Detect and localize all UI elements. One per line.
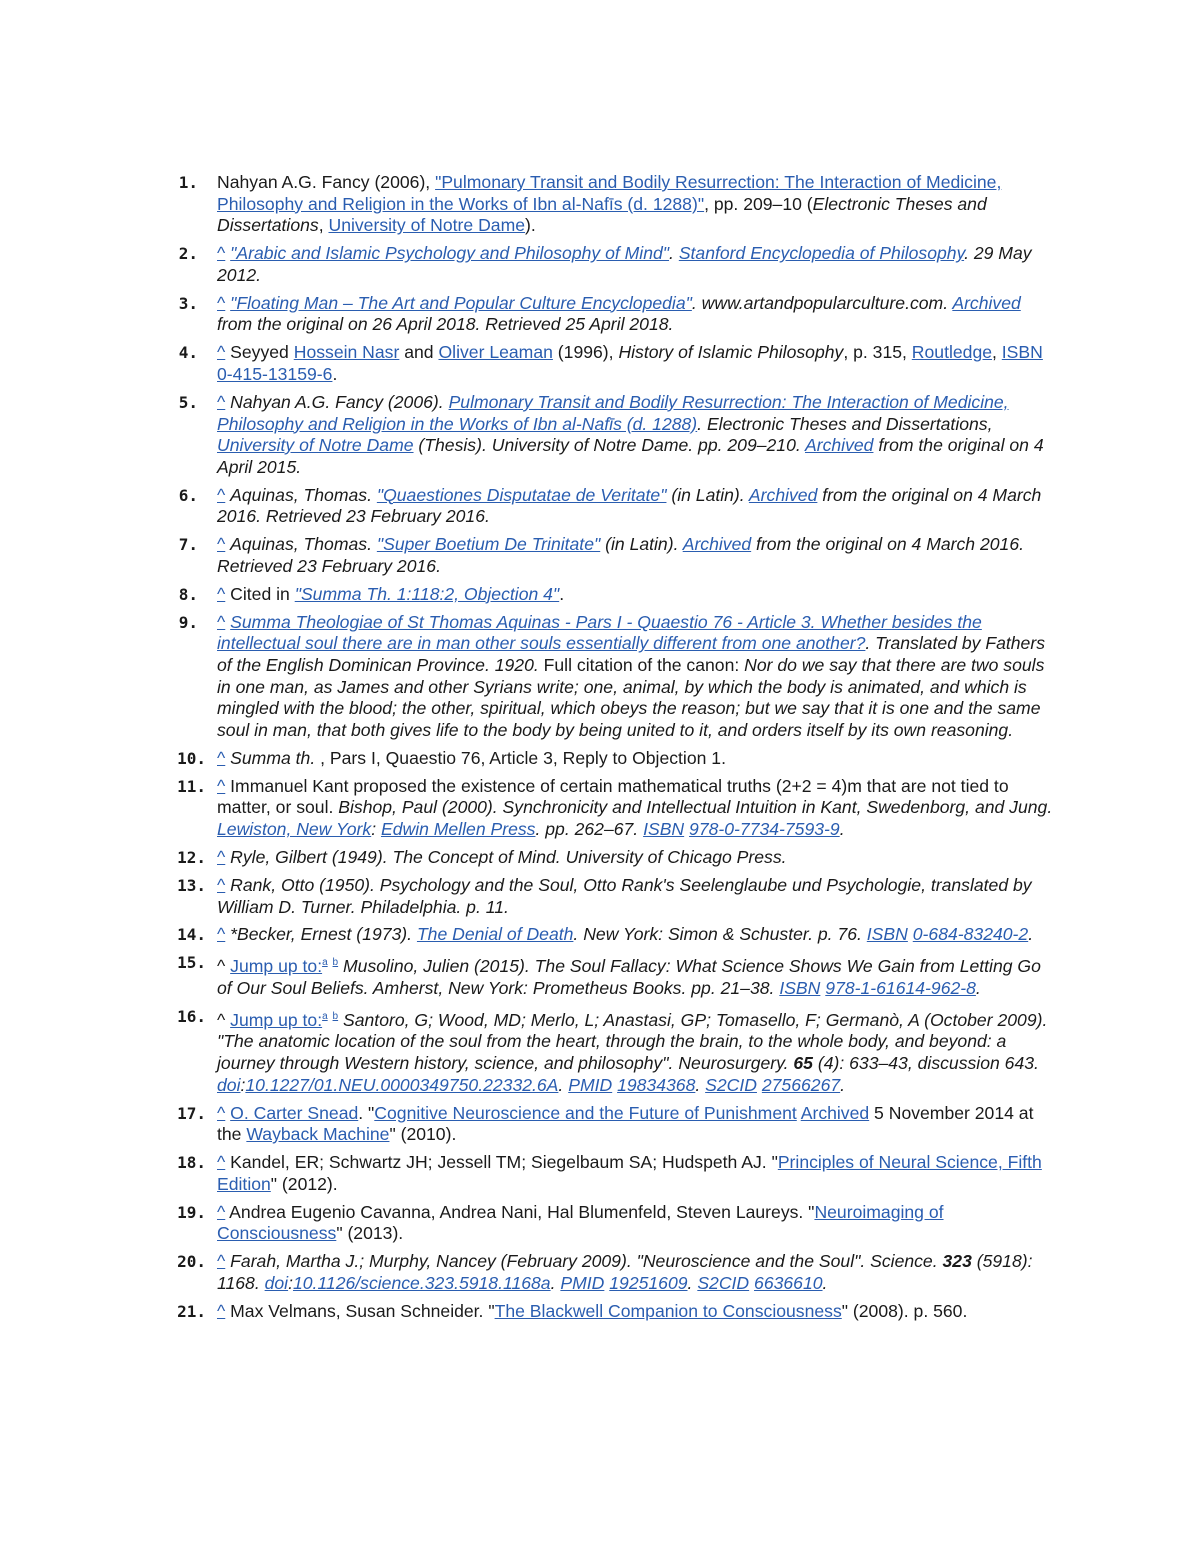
reference-text: . [1028,924,1034,945]
reference-number: 18. [177,1153,206,1173]
backlink-letter[interactable]: a [322,1010,328,1022]
reference-number: 6. [178,485,198,505]
reference-text: Cited in [225,583,295,604]
reference-number: 20. [177,1252,206,1272]
reference-number: 12. [177,847,206,867]
reference-link[interactable]: "Pulmonary Transit and Bodily Resurrection: The Interaction of Medicine, Philosophy and Religion in the Works of Ibn al-Nafīs (d. 1288)" [217,172,1002,214]
reference-text: 65 [793,1052,813,1073]
reference-text: Aquinas, Thomas. [230,534,377,555]
reference-text: . [558,1074,569,1095]
reference-text: ^ [217,1009,231,1030]
reference-item [0,1202,1200,1245]
reference-text: (in Latin). [600,534,683,555]
backlink-caret[interactable]: ^ [217,583,226,604]
reference-link[interactable]: 0-684-83240-2 [912,924,1029,945]
reference-text: *Becker, Ernest (1973). [230,924,417,945]
reference-text: Nor do we say that there are two souls in one man, as James and other Syrians write; one, animal, by which the body is animated, and which is mingled with the blood; the other, spiritual, which obeys the reason; but we say that it is one and the same soul in man, that both gives life to the body by being united to it, and orders itself by its own reasoning. [217,655,1045,740]
reference-text: " (2013). [336,1223,404,1244]
reference-text: ). [525,215,536,236]
reference-link[interactable]: Jump up to: [230,1009,323,1030]
reference-link[interactable]: 0-415-13159-6 [217,363,333,384]
reference-number: 8. [178,584,198,604]
reference-link[interactable]: 10.1227/01.NEU.0000349750.22332.6A [245,1074,559,1095]
references-page [0,172,1200,1329]
reference-text: (in Latin). [666,484,749,505]
reference-link[interactable]: The Blackwell Companion to Consciousness [494,1300,842,1321]
reference-link[interactable]: doi [217,1074,241,1095]
reference-text: " (2008). p. 560. [841,1300,968,1321]
reference-link[interactable]: Summa Theologiae of St Thomas Aquinas - Pars I - Quaestio 76 - Article 3. Whether besides the intellectual soul there are in man other souls essentially different from one another? [217,611,982,654]
reference-text: from the original on 4 April 2015. [217,435,1044,477]
reference-text: : [240,1074,246,1095]
reference-text: (5918): 1168. [217,1251,1033,1293]
references-list [0,172,1200,1322]
reference-text: ^ [217,956,231,977]
reference-link[interactable]: Edwin Mellen Press [380,818,536,839]
backlink-caret[interactable]: ^ [217,747,226,768]
reference-item [0,293,1200,336]
backlink-caret[interactable]: ^ [217,1152,226,1173]
reference-link[interactable]: Jump up to: [230,956,323,977]
reference-text: , Pars I, Quaestio 76, Article 3, Reply to Objection 1. [315,747,726,768]
reference-link[interactable]: Archived [952,292,1021,313]
backlink-letter[interactable]: a [322,957,328,969]
reference-link[interactable]: "Quaestiones Disputatae de Veritate" [376,484,667,505]
reference-link[interactable]: Routledge [911,342,993,363]
reference-text: Max Velmans, Susan Schneider. " [225,1300,495,1321]
reference-text: (4): 633–43, discussion 643. [812,1052,1039,1073]
reference-number: 2. [178,244,198,264]
reference-link[interactable]: Pulmonary Transit and Bodily Resurrection: The Interaction of Medicine, Philosophy and Religion in the Works of Ibn al-Nafīs (d. 1288) [217,391,1009,434]
backlink-caret[interactable]: ^ [217,484,226,505]
reference-item [0,1301,1200,1323]
reference-item [0,1103,1200,1146]
reference-text: Andrea Eugenio Cavanna, Andrea Nani, Hal Blumenfeld, Steven Laureys. " [225,1201,815,1222]
reference-item [0,952,1200,999]
reference-text: Rank, Otto (1950). Psychology and the Soul, Otto Rank's Seelenglaube und Psychologie, translated by William D. Turner. Philadelphia. p. 11. [217,874,1032,917]
reference-item [0,485,1200,528]
backlink-caret[interactable]: ^ [217,1102,226,1123]
backlink-caret[interactable]: ^ [217,534,226,555]
reference-text: . www.artandpopularculture.com. [691,292,953,313]
reference-number: 15. [177,953,206,973]
reference-link[interactable]: 6636610 [754,1272,823,1293]
backlink-caret[interactable]: ^ [217,292,226,313]
reference-text: Musolino, Julien (2015). The Soul Fallacy: What Science Shows We Gain from Letting Go of Our Soul Beliefs. Amherst, New York: Prometheus Books. pp. 21–38. [217,956,1041,998]
reference-item [0,392,1200,478]
reference-text: Nahyan A.G. Fancy (2006). [230,391,449,412]
reference-number: 13. [177,875,206,895]
reference-item [0,847,1200,869]
reference-text: Nahyan A.G. Fancy (2006), [217,172,436,192]
reference-link[interactable]: PMID [560,1272,605,1293]
reference-number: 16. [177,1006,206,1026]
reference-link[interactable]: doi [264,1272,289,1293]
reference-text: Aquinas, Thomas. [230,484,377,505]
reference-text: . " [358,1102,375,1123]
reference-text: , pp. 209–10 ( [704,193,813,214]
reference-item [0,776,1200,841]
reference-link[interactable]: ISBN [1001,342,1043,363]
reference-text: Kandel, ER; Schwartz JH; Jessell TM; Siegelbaum SA; Hudspeth AJ. " [225,1152,778,1173]
reference-link[interactable]: Cognitive Neuroscience and the Future of Punishment [374,1102,797,1123]
backlink-letter[interactable]: b [332,957,339,969]
reference-number: 10. [177,748,206,768]
reference-item [0,748,1200,770]
reference-text: from the original on 26 April 2018. Retrieved 25 April 2018. [217,314,674,335]
reference-link[interactable]: Principles of Neural Science, Fifth Edition [217,1152,1042,1194]
reference-link[interactable]: The Denial of Death [416,924,574,945]
reference-text: Farah, Martha J.; Murphy, Nancey (February 2009). "Neuroscience and the Soul". Science. [230,1251,943,1272]
reference-text: Full citation of the canon: [538,655,745,675]
reference-text: Ryle, Gilbert (1949). The Concept of Mind. University of Chicago Press. [230,846,787,867]
reference-text: (Thesis). University of Notre Dame. pp. 209–210. [413,435,805,456]
reference-link[interactable]: PMID [568,1074,613,1095]
reference-link[interactable]: Lewiston, New York [217,818,372,839]
reference-item [0,172,1200,237]
reference-number: 9. [178,612,198,632]
reference-text: " (2010). [389,1124,457,1145]
reference-text: . [839,818,845,839]
reference-link[interactable]: 19251609 [609,1272,688,1293]
reference-number: 4. [178,343,198,363]
reference-link[interactable]: Archived [805,435,874,456]
reference-text: . New York: Simon & Schuster. p. 76. [573,924,867,945]
reference-text: History of Islamic Philosophy [618,342,844,363]
reference-text: , [318,215,329,236]
backlink-caret[interactable]: ^ [217,342,226,363]
backlink-caret[interactable]: ^ [217,1201,226,1222]
reference-link[interactable]: S2CID [705,1074,757,1095]
reference-item [0,584,1200,606]
backlink-caret[interactable]: ^ [217,1300,226,1321]
reference-item [0,243,1200,286]
reference-link[interactable]: Archived [748,484,818,505]
reference-link[interactable]: 19834368 [617,1074,696,1095]
reference-text: and [399,342,439,363]
reference-link[interactable]: Wayback Machine [246,1124,390,1145]
reference-link[interactable]: O. Carter Snead [230,1102,359,1123]
reference-item [0,924,1200,946]
reference-link[interactable]: Archived [682,534,752,555]
reference-text: from the original on 4 March 2016. Retrieved 23 February 2016. [217,484,1042,527]
reference-link[interactable]: Oliver Leaman [438,342,553,363]
reference-text: . pp. 262–67. [535,818,644,839]
reference-text: , p. 315, [843,342,912,363]
reference-number: 14. [177,925,206,945]
reference-link[interactable]: 978-0-7734-7593-9 [689,818,840,839]
reference-link[interactable]: "Summa Th. 1:118:2, Objection 4" [294,583,560,604]
reference-link[interactable]: ISBN [643,818,685,839]
reference-text: . [559,583,565,604]
reference-link[interactable]: University of Notre Dame [328,215,526,236]
reference-item [0,534,1200,577]
reference-link[interactable]: 10.1126/science.323.5918.1168a [292,1272,551,1293]
reference-text: 5 November 2014 at the [217,1102,1034,1145]
reference-link[interactable]: ISBN [779,977,821,998]
backlink-caret[interactable]: ^ [217,924,226,945]
backlink-caret[interactable]: ^ [217,391,226,412]
reference-item [0,875,1200,918]
reference-text: . Electronic Theses and Dissertations, [697,413,993,434]
backlink-caret[interactable]: ^ [217,846,226,867]
reference-text: Bishop, Paul (2000). Synchronicity and Intellectual Intuition in Kant, Swedenborg, and Jung. [338,797,1053,818]
reference-number: 11. [177,776,206,796]
reference-number: 1. [178,173,198,192]
reference-text: . [822,1272,828,1293]
backlink-caret[interactable]: ^ [217,1251,226,1272]
reference-link[interactable]: "Floating Man – The Art and Popular Culture Encyclopedia" [230,292,692,313]
reference-item [0,1152,1200,1195]
reference-item [0,612,1200,742]
backlink-caret[interactable]: ^ [217,611,226,632]
reference-text: . [669,243,679,264]
reference-item [0,1006,1200,1096]
backlink-caret[interactable]: ^ [217,874,226,895]
backlink-caret[interactable]: ^ [217,243,226,264]
reference-number: 3. [178,293,198,313]
reference-link[interactable]: ISBN [866,924,908,945]
reference-number: 5. [178,392,198,412]
reference-link[interactable]: S2CID [697,1272,750,1293]
reference-text: . [695,1074,706,1095]
reference-link[interactable]: 27566267 [761,1074,841,1095]
reference-link[interactable]: Stanford Encyclopedia of Philosophy [678,243,965,264]
reference-link[interactable]: University of Notre Dame [217,435,414,456]
reference-text: . 29 May 2012. [217,243,1032,285]
reference-text: (1996), [552,342,619,363]
reference-number: 17. [177,1103,206,1123]
reference-text: , [992,342,1002,363]
reference-number: 19. [177,1202,206,1222]
reference-text: . [975,977,981,998]
reference-link[interactable]: Archived [800,1102,870,1123]
reference-text: : [371,818,381,839]
reference-text: " (2012). [270,1173,338,1194]
reference-text: Santoro, G; Wood, MD; Merlo, L; Anastasi, GP; Tomasello, F; Germanò, A (October 2009). "The anatomic location of the soul from the heart, through the brain, to the whole body, and beyond: a journey through Western history, science, and philosophy". Neurosurgery. [217,1009,1048,1073]
backlink-letter[interactable]: b [332,1010,339,1022]
reference-text: . [687,1272,698,1293]
reference-text: : [288,1272,293,1293]
reference-link[interactable]: 978-1-61614-962-8 [825,977,976,998]
reference-text: . Translated by Fathers of the English Dominican Province. 1920. [217,633,1046,675]
reference-number: 7. [178,535,198,555]
reference-text: Immanuel Kant proposed the existence of certain mathematical truths (2+2 = 4)m that are not tied to matter, or soul. [217,775,1009,818]
reference-item [0,1251,1200,1294]
backlink-caret[interactable]: ^ [217,775,226,796]
reference-text: from the original on 4 March 2016. Retrieved 23 February 2016. [217,534,1025,576]
reference-text: Electronic Theses and Dissertations [217,193,987,236]
reference-text: . [550,1272,561,1293]
reference-number: 21. [177,1301,206,1321]
reference-link[interactable]: "Super Boetium De Trinitate" [376,534,601,555]
reference-text: 323 [942,1251,972,1272]
reference-text: Summa th. [230,747,316,768]
reference-link[interactable]: "Arabic and Islamic Psychology and Philosophy of Mind" [230,243,670,264]
reference-text: . [332,363,338,384]
reference-link[interactable]: Neuroimaging of Consciousness [217,1201,944,1244]
reference-item [0,342,1200,385]
reference-text: . [840,1074,846,1095]
reference-link[interactable]: Hossein Nasr [293,342,400,363]
reference-text: Seyyed [225,342,294,363]
